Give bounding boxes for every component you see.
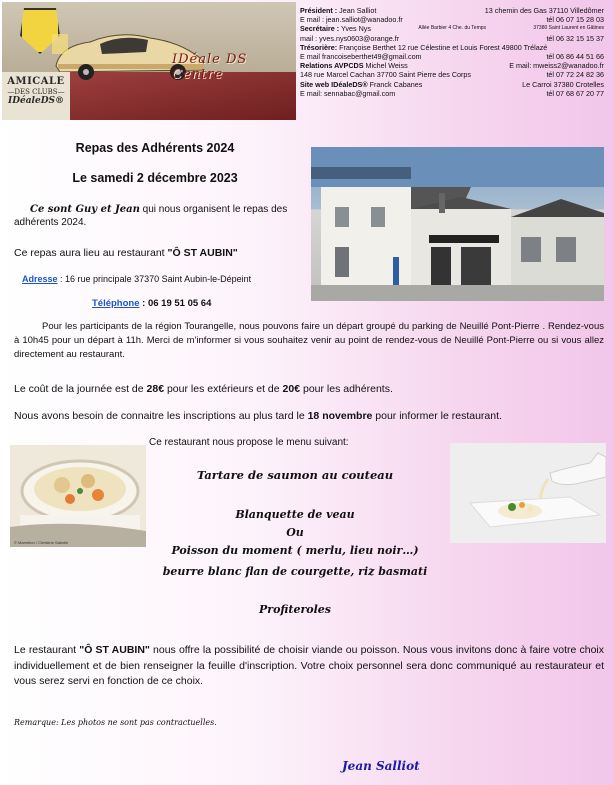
cost-members: 20€: [282, 383, 301, 395]
deadline-date: 18 novembre: [307, 410, 373, 422]
restaurant-intro: Ce repas aura lieu au restaurant: [14, 247, 168, 259]
contact-row: Secrétaire : Yves Nys Allée Barbier 4 Che. du Temps 37380 Saint Laurent en Gâtines: [300, 24, 604, 34]
contact-row: E mail : jean.salliot@wanadoo.fr tél 06 07 15 28 03: [300, 15, 604, 25]
address-link[interactable]: Adresse: [22, 274, 58, 284]
restaurant-paragraph: [14, 247, 309, 260]
club-logo: [2, 2, 296, 120]
menu-item-or: Ou: [286, 526, 304, 539]
cost-external: 28€: [146, 383, 165, 395]
deadline-paragraph: Nous avons besoin de connaitre les inscriptions au plus tard le 18 novembre pour informer le restaurant.: [14, 410, 502, 422]
logo-amicale-text: AMICALE: [7, 76, 65, 87]
menu-item-sides: beurre blanc flan de courgette, riz basmati: [162, 565, 428, 578]
cost-paragraph: Le coût de la journée est de 28€ pour les extérieurs et de 20€ pour les adhérents.: [14, 383, 393, 395]
departure-paragraph: Pour les participants de la région Tourangelle, nous pouvons faire un départ groupé du parking de Neuillé Pont-Pierre . Rendez-vous à 10h45 pour un départ à 11h. Merci de m'informer si vous souhaitez venir au point de rendez-vous de Neuillé Pont-Pierre ou si vous allez directement au restaurant.: [14, 321, 604, 360]
logo-ideale-text: IDéaleDS®: [7, 96, 65, 106]
contact-row: mail : yves.nys0603@orange.fr tél 06 32 15 15 37: [300, 33, 604, 43]
organizers-names: Ce sont Guy et Jean: [30, 204, 140, 215]
phone-value: : 06 19 51 05 64: [139, 298, 212, 309]
address-line: [22, 273, 312, 286]
menu-intro: Ce restaurant nous propose le menu suivant:: [149, 437, 349, 448]
contact-block: [300, 6, 604, 118]
choice-paragraph: Le restaurant "Ô ST AUBIN" nous offre la possibilité de choisir viande ou poisson. Nous vous invitons donc à faire votre choix individuellement et de bien renseigner la feuille d'inscription. Votre choix personnel sera donc communiqué au restaurateur et vous serez servi en fonction de ce choix.: [14, 644, 604, 687]
phone-line: [92, 297, 312, 310]
fish-dish-photo: [450, 443, 606, 543]
blanquette-photo: [10, 445, 146, 547]
blanquette-dish-image: [10, 445, 146, 547]
phone-link[interactable]: Téléphone: [92, 298, 140, 309]
contact-row: Site web IDéaleDS® Franck Cabanes Le Carroi 37380 Crotelles: [300, 79, 604, 89]
address-value: : 16 rue principale 37370 Saint Aubin-le-Dépeint: [57, 274, 252, 284]
fish-dish-image: [450, 443, 606, 543]
logo-amicale-panel: [2, 72, 70, 120]
organizers-paragraph: [14, 203, 304, 229]
event-date: Le samedi 2 décembre 2023: [72, 171, 238, 185]
contact-row: Relations AVPCDS Michel Weiss E mail: mweiss2@wanadoo.fr: [300, 61, 604, 71]
signature: Jean Salliot: [342, 759, 420, 773]
menu-item-dessert: Profiteroles: [259, 603, 331, 616]
menu-item-starter: Tartare de saumon au couteau: [196, 468, 394, 482]
restaurant-name: "Ô ST AUBIN": [167, 247, 238, 259]
choice-restaurant-name: "Ô ST AUBIN": [79, 644, 150, 656]
menu-item-main-meat: Blanquette de veau: [235, 508, 355, 521]
contact-row: Président : Jean Salliot 13 chemin des Gas 37110 Villedômer: [300, 6, 604, 15]
logo-des-clubs-text: —DES CLUBS—: [7, 88, 65, 96]
restaurant-building-image: [311, 147, 604, 301]
restaurant-photo: [311, 147, 604, 301]
contact-row: 148 rue Marcel Cachan 37700 Saint Pierre des Corps tél 07 72 24 82 36: [300, 70, 604, 80]
remark-note: Remarque: Les photos ne sont pas contractuelles.: [14, 718, 217, 727]
organizers-text: qui nous organisent le repas des adhérents 2024.: [14, 204, 288, 228]
event-title: Repas des Adhérents 2024: [75, 141, 235, 155]
contact-row: E mail francoiseberthet49@gmail.com tél 06 86 44 51 66: [300, 52, 604, 62]
logo-brand-text: IDéale DS Centre: [172, 52, 248, 82]
menu-item-main-fish: Poisson du moment ( merlu, lieu noir…): [171, 544, 419, 557]
dish-photo-credit: © Marmiton / Christine Sabolle: [14, 540, 69, 545]
contact-row: E mail: sennabac@gmail.com tél 07 68 67 20 77: [300, 88, 604, 98]
contact-row: Trésorière: Françoise Berthet 12 rue Célestine et Louis Forest 49800 Trélazé: [300, 42, 548, 52]
